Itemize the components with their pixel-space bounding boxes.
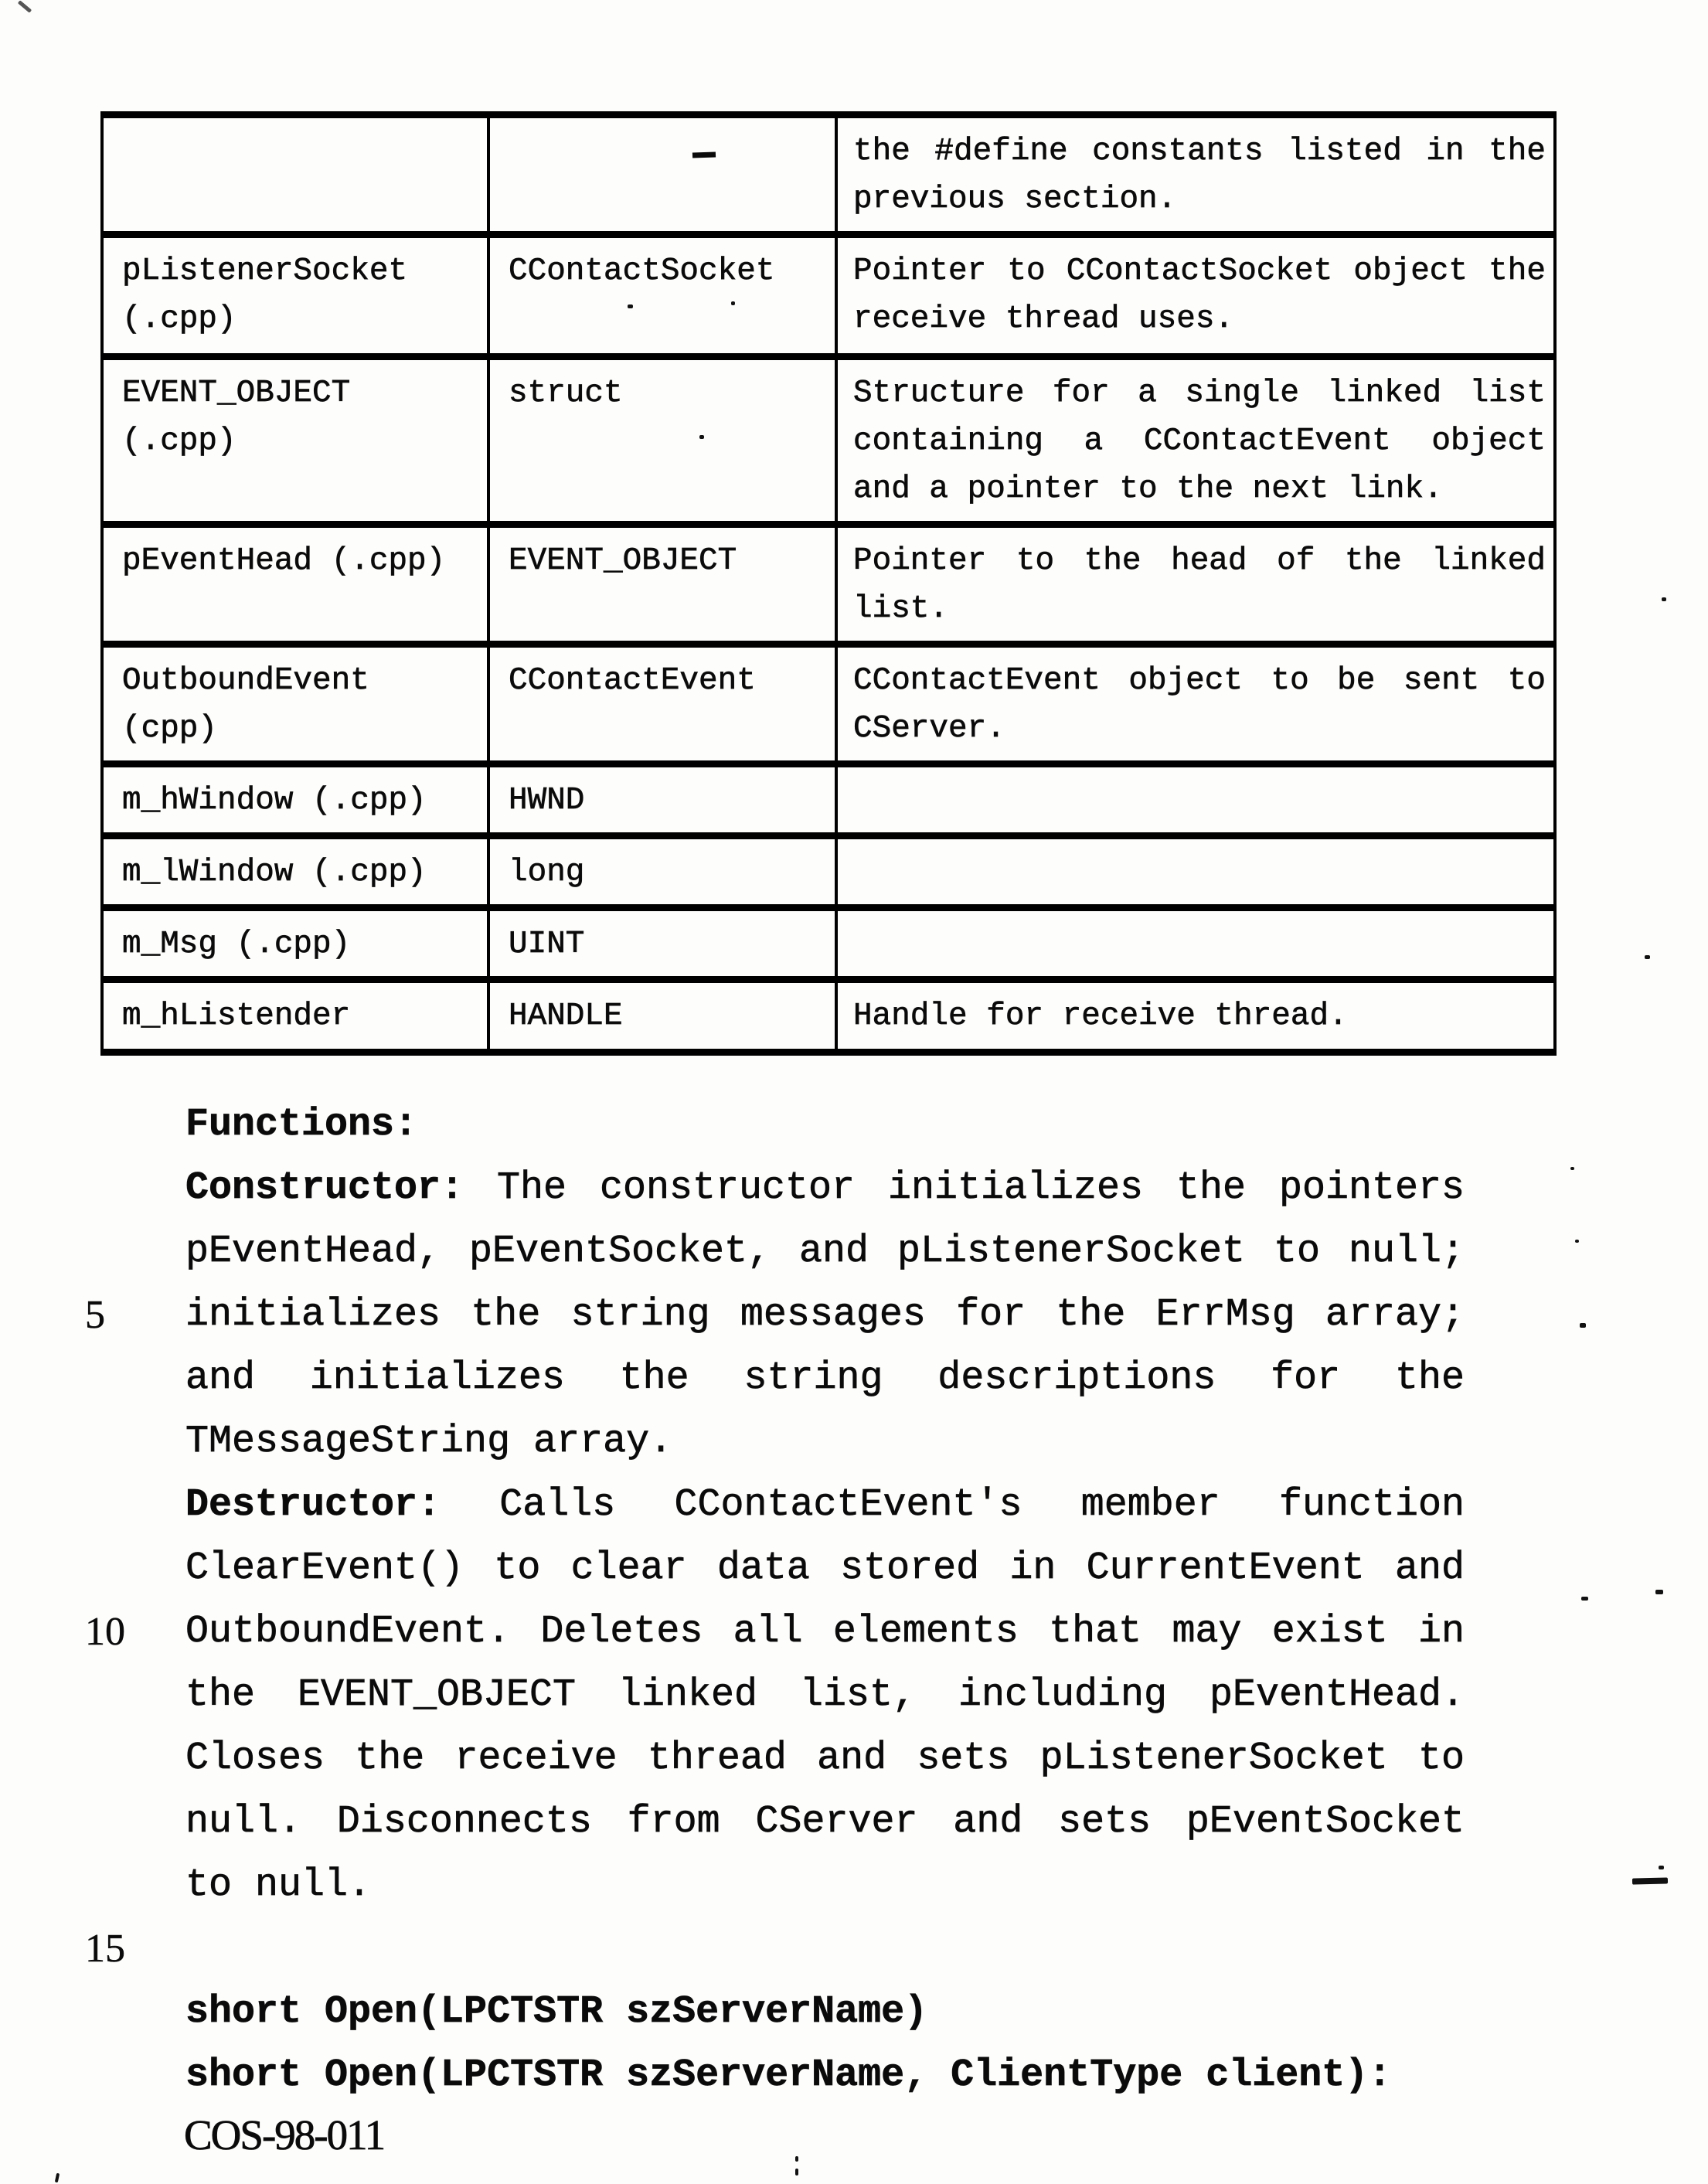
variables-table: [100, 111, 1557, 1056]
bold-lead-text: Constructor:: [185, 1166, 464, 1210]
scan-artifact: [1645, 955, 1650, 959]
bold-lead-text: Destructor:: [185, 1483, 441, 1527]
body-line: [185, 1791, 1465, 1854]
scan-artifact: [1581, 1597, 1588, 1601]
table-row: [102, 235, 1555, 357]
body-line: [185, 1854, 1465, 1917]
table-cell: [102, 908, 488, 980]
table-row: [102, 836, 1555, 908]
body-line: [185, 1474, 1465, 1537]
table-cell: [488, 357, 836, 525]
table-cell: [102, 645, 488, 764]
cell-line: the #define constants listed in the: [853, 134, 1546, 169]
scan-artifact: [731, 301, 735, 305]
body-line: [185, 1537, 1465, 1601]
body-line: [85, 1601, 1465, 1664]
cell-line: containing a CContactEvent object: [853, 424, 1546, 459]
table-cell: [836, 836, 1555, 908]
cell-line: CServer.: [853, 711, 1005, 747]
cell-line: Pointer to CContactSocket object the: [853, 253, 1546, 289]
cell-line: m_Msg (.cpp): [122, 927, 351, 962]
line-text: pEventHead, pEventSocket, and pListenerSocket to null;: [185, 1230, 1465, 1274]
cell-line: previous section.: [853, 182, 1177, 217]
line-text: OutboundEvent. Deletes all elements that may exist in: [185, 1610, 1465, 1654]
table-row: [102, 764, 1555, 836]
cell-line: Handle for receive thread.: [853, 998, 1348, 1034]
line-text: null. Disconnects from CServer and sets pEventSocket: [185, 1800, 1465, 1844]
table-row: [102, 115, 1555, 235]
cell-line: OutboundEvent: [122, 663, 369, 699]
body-line: [185, 1410, 1465, 1474]
cell-line: CContactEvent object to be sent to: [853, 663, 1546, 699]
body-line: [185, 1727, 1465, 1791]
scan-artifact-dash: [1632, 1877, 1668, 1884]
document-id: COS-98-011: [184, 2111, 385, 2158]
scan-artifact: [1580, 1323, 1586, 1328]
body-line: [185, 1347, 1465, 1410]
scan-artifact: [628, 304, 633, 308]
table-cell: [102, 836, 488, 908]
cell-line: EVENT_OBJECT: [509, 543, 737, 579]
table-cell: [836, 764, 1555, 836]
line-text: The constructor initializes the pointers: [464, 1166, 1465, 1210]
table-cell: [488, 836, 836, 908]
table-cell: [488, 115, 836, 235]
bold-lead-text: short Open(LPCTSTR szServerName, ClientType client):: [185, 2053, 1392, 2097]
cell-line: (.cpp): [122, 424, 236, 459]
table-cell: [488, 908, 836, 980]
scan-artifact: [795, 2169, 798, 2175]
body-line: [185, 1157, 1465, 1220]
body-text-block: [85, 1094, 1465, 2107]
table-cell: [102, 764, 488, 836]
cell-line: (.cpp): [122, 301, 236, 337]
body-line: [185, 1094, 1465, 1157]
table-row: [102, 908, 1555, 980]
line-text: initializes the string messages for the ErrMsg array;: [185, 1293, 1465, 1337]
body-line: [185, 2044, 1465, 2107]
cell-line: CContactEvent: [509, 663, 756, 699]
table-cell: [488, 235, 836, 357]
table-cell: [102, 115, 488, 235]
cell-line: Structure for a single linked list: [853, 376, 1546, 411]
scan-artifact: [1662, 597, 1666, 601]
body-line: [85, 1917, 1465, 1981]
cell-line: EVENT_OBJECT: [122, 376, 351, 411]
line-number: 15: [85, 1927, 125, 1971]
table-cell: [836, 235, 1555, 357]
table-cell: [488, 645, 836, 764]
cell-line: receive thread uses.: [853, 301, 1234, 337]
table-row: [102, 645, 1555, 764]
cell-line: Pointer to the head of the linked: [853, 543, 1546, 579]
cell-line: pListenerSocket: [122, 253, 408, 289]
table-cell: [488, 764, 836, 836]
line-text: Closes the receive thread and sets pListenerSocket to: [185, 1737, 1465, 1781]
cell-line: struct: [509, 376, 623, 411]
line-text: TMessageString array.: [185, 1420, 673, 1464]
cell-line: and a pointer to the next link.: [853, 471, 1443, 507]
scan-artifact: [1575, 1240, 1579, 1243]
table-cell: [836, 645, 1555, 764]
line-text: to null.: [185, 1863, 372, 1907]
table-row: [102, 357, 1555, 525]
bold-lead-text: Functions:: [185, 1103, 418, 1147]
table-cell: [836, 357, 1555, 525]
scan-artifact: [1655, 1590, 1663, 1594]
cell-line: long: [509, 855, 585, 890]
line-text: and initializes the string descriptions for the: [185, 1356, 1465, 1400]
scan-artifact: [1659, 1866, 1664, 1869]
scan-artifact: [18, 0, 32, 13]
cell-line: HWND: [509, 783, 585, 818]
cell-line: list.: [853, 591, 949, 627]
table-cell: [102, 980, 488, 1053]
cell-line: m_hWindow (.cpp): [122, 783, 427, 818]
body-line: [185, 1664, 1465, 1727]
line-text: Calls CContactEvent's member function: [441, 1483, 1465, 1527]
line-number: 5: [85, 1293, 105, 1337]
table-row: [102, 525, 1555, 645]
cell-line: CContactSocket: [509, 253, 775, 289]
scan-artifact: [1570, 1167, 1574, 1170]
cell-line: HANDLE: [509, 998, 623, 1034]
table-cell: [102, 525, 488, 645]
table-cell: [836, 908, 1555, 980]
table-cell: [102, 235, 488, 357]
table-cell: [836, 115, 1555, 235]
table-cell: [836, 980, 1555, 1053]
table-row: [102, 980, 1555, 1053]
line-number: 10: [85, 1610, 125, 1654]
table-cell: [488, 525, 836, 645]
line-text: the EVENT_OBJECT linked list, including pEventHead.: [185, 1673, 1465, 1717]
dash-mark: [692, 151, 716, 158]
scan-artifact: [699, 435, 704, 439]
table-cell: [488, 980, 836, 1053]
cell-line: pEventHead (.cpp): [122, 543, 446, 579]
table-cell: [836, 525, 1555, 645]
body-line: [185, 1220, 1465, 1284]
bold-lead-text: short Open(LPCTSTR szServerName): [185, 1990, 928, 2034]
body-line: [85, 1284, 1465, 1347]
cell-line: m_hListender: [122, 998, 351, 1034]
scan-artifact: [795, 2156, 798, 2162]
cell-line: UINT: [509, 927, 585, 962]
line-text: ClearEvent() to clear data stored in CurrentEvent and: [185, 1546, 1465, 1590]
body-line: [185, 1981, 1465, 2044]
cell-line: m_lWindow (.cpp): [122, 855, 427, 890]
cell-line: (cpp): [122, 711, 218, 747]
table-cell: [102, 357, 488, 525]
scan-artifact: [55, 2173, 60, 2183]
